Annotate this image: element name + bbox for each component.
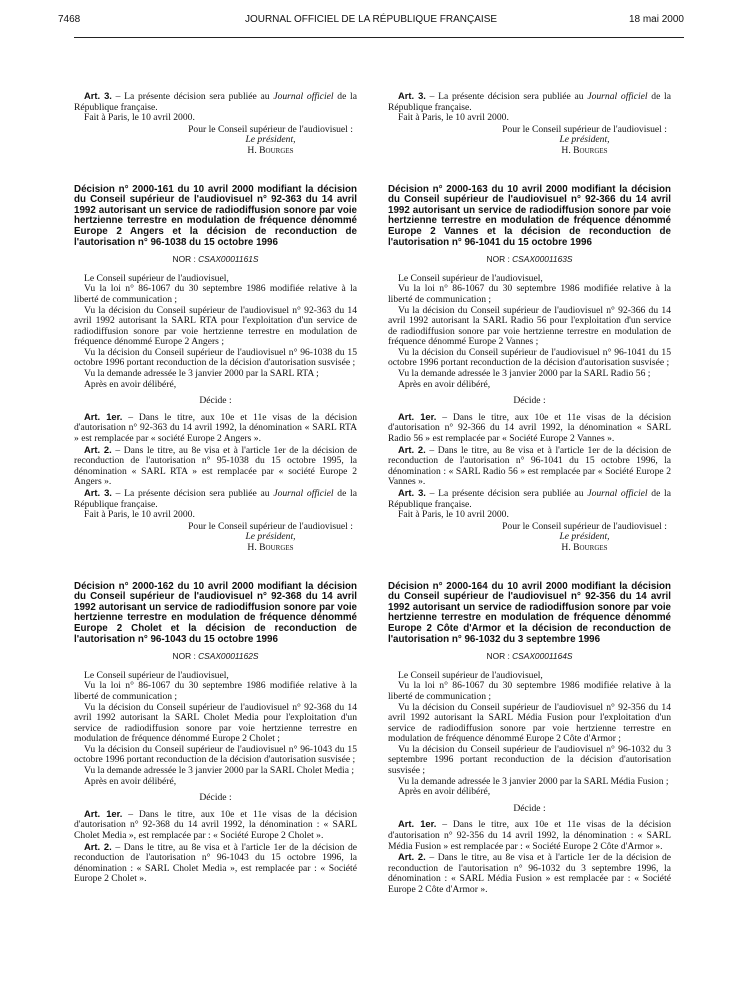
article: Art. 1er. – Dans le titre, aux 10e et 11e visas de la décision d'autorisation n° 92-366 du 14 avril 1992, la dénomination « SARL Radio 56 » est remplacée par « Société Europe 2 Vannes ».	[388, 410, 671, 445]
nor-reference: NOR : CSAX0001162S	[172, 651, 259, 662]
fait-line: Fait à Paris, le 10 avril 2000.	[398, 509, 509, 521]
article: Art. 1er. – Dans le titre, aux 10e et 11e visas de la décision d'autorisation n° 92-356 du 14 avril 1992, la dénomination : « SARL Média Fusion » est remplacée par : « Société Europe 2 Côte d'Armor ».	[388, 818, 671, 852]
paragraph: Vu la décision du Conseil supérieur de l'audiovisuel n° 92-366 du 14 avril 1992 autorisant la SARL Radio 56 pour l'exploitation d'un service de radiodiffusion sonore par voie hertzienne terrestre en modulation de fréquence dénommé Europe 2 Vannes ;	[388, 304, 671, 348]
header-rule	[74, 37, 684, 38]
paragraph: Vu la loi n° 86-1067 du 30 septembre 1986 modifiée relative à la liberté de communication ;	[74, 283, 357, 305]
nor-reference: NOR : CSAX0001163S	[486, 254, 573, 265]
signature-block: Pour le Conseil supérieur de l'audiovisuel : Le président, H. Bourges	[188, 520, 353, 553]
fait-line: Fait à Paris, le 10 avril 2000.	[84, 509, 195, 521]
decision-title: Décision n° 2000-164 du 10 avril 2000 modifiant la décision du Conseil supérieur de l'audiovisuel n° 92-356 du 14 avril 1992 autorisant un service de radiodiffusion sonore par voie hertzienne terrestre en modulation de fréquence dénommé Europe 2 Côte d'Armor et la décision de reconduction de l'autorisation n° 96-1032 du 3 septembre 1996	[388, 580, 671, 645]
nor-reference: NOR : CSAX0001161S	[172, 254, 259, 265]
decide-heading: Décide :	[199, 792, 232, 804]
decision-163	[388, 185, 671, 554]
paragraph: Après en avoir délibéré,	[84, 775, 177, 787]
left-column	[74, 91, 357, 885]
paragraph: Vu la décision du Conseil supérieur de l'audiovisuel n° 96-1041 du 15 octobre 1996 portant reconduction de la décision d'autorisation susvisée ;	[388, 346, 671, 369]
article: Art. 2. – Dans le titre, au 8e visa et à l'article 1er de la décision de reconduction de l'autorisation n° 96-1041 du 15 octobre 1996, la dénomination : « SARL Radio 56 » est remplacée par « Société Europe 2 Vannes ».	[388, 443, 671, 488]
article: Art. 3. – La présente décision sera publiée au Journal officiel de la République française.	[388, 487, 671, 510]
decision-161	[74, 185, 357, 554]
paragraph: Après en avoir délibéré,	[84, 378, 177, 390]
decide-heading: Décide :	[513, 802, 546, 814]
paragraph: Vu la décision du Conseil supérieur de l'audiovisuel n° 96-1038 du 15 octobre 1996 portant reconduction de la décision d'autorisation susvisée ;	[74, 346, 357, 369]
article: Art. 1er. – Dans le titre, aux 10e et 11e visas de la décision d'autorisation n° 92-363 du 14 avril 1992, la dénomination « SARL RTA » est remplacée par « société Europe 2 Angers ».	[74, 410, 357, 445]
decision-164	[388, 582, 671, 896]
article: Art. 2. – Dans le titre, au 8e visa et à l'article 1er de la décision de reconduction de l'autorisation n° 96-1032 du 3 septembre 1996, la dénomination : « SARL Média Fusion » est remplacée par : « Société Europe 2 Côte d'Armor ».	[388, 851, 671, 895]
article: Art. 2. – Dans le titre, au 8e visa et à l'article 1er de la décision de reconduction de l'autorisation n° 95-1038 du 15 octobre 1995, la dénomination « SARL RTA » est remplacée par « société Europe 2 Angers ».	[74, 443, 357, 488]
paragraph: Après en avoir délibéré,	[398, 786, 491, 798]
paragraph: Le Conseil supérieur de l'audiovisuel,	[84, 272, 229, 284]
decision-title: Décision n° 2000-162 du 10 avril 2000 modifiant la décision du Conseil supérieur de l'audiovisuel n° 92-368 du 14 avril 1992 autorisant un service de radiodiffusion sonore par voie hertzienne terrestre en modulation de fréquence dénommé Europe 2 Cholet et la décision de reconduction de l'autorisation n° 96-1043 du 15 octobre 1996	[74, 580, 357, 645]
nor-reference: NOR : CSAX0001164S	[486, 651, 573, 662]
signature-block: Pour le Conseil supérieur de l'audiovisuel : Le président, H. Bourges	[188, 123, 353, 156]
issue-date: 18 mai 2000	[628, 14, 684, 25]
paragraph: Vu la demande adressée le 3 janvier 2000 par la SARL RTA ;	[84, 368, 319, 380]
paragraph: Après en avoir délibéré,	[398, 378, 491, 390]
fait-line: Fait à Paris, le 10 avril 2000.	[398, 112, 509, 124]
page-header	[58, 14, 684, 30]
decision-162	[74, 582, 357, 885]
journal-title: JOURNAL OFFICIEL DE LA RÉPUBLIQUE FRANÇAISE	[244, 14, 498, 25]
paragraph: Vu la décision du Conseil supérieur de l'audiovisuel n° 92-363 du 14 avril 1992 autorisant la SARL RTA pour l'exploitation d'un service de radiodiffusion sonore par voie hertzienne terrestre en modulation de fréquence dénommé Europe 2 Angers ;	[74, 304, 357, 348]
paragraph: Le Conseil supérieur de l'audiovisuel,	[84, 669, 229, 681]
paragraph: Vu la demande adressée le 3 janvier 2000 par la SARL Cholet Media ;	[84, 765, 355, 777]
paragraph: Vu la loi n° 86-1067 du 30 septembre 1986 modifiée relative à la liberté de communication ;	[388, 680, 671, 702]
paragraph: Vu la décision du Conseil supérieur de l'audiovisuel n° 92-356 du 14 avril 1992 autorisant la SARL Média Fusion pour l'exploitation d'un service de radiodiffusion sonore par voie hertzienne terrestre en modulation de fréquence dénommé Europe 2 Côte d'Armor ;	[388, 701, 671, 745]
paragraph: Vu la décision du Conseil supérieur de l'audiovisuel n° 96-1043 du 15 octobre 1996 portant reconduction de la décision d'autorisation susvisée ;	[74, 743, 357, 766]
paragraph: Le Conseil supérieur de l'audiovisuel,	[398, 272, 543, 284]
paragraph: Vu la décision du Conseil supérieur de l'audiovisuel n° 96-1032 du 3 septembre 1996 portant reconduction de la décision d'autorisation susvisée ;	[388, 743, 671, 777]
decide-heading: Décide :	[199, 395, 232, 407]
right-intro	[388, 91, 671, 157]
article: Art. 3. – La présente décision sera publiée au Journal officiel de la République française.	[388, 90, 671, 113]
article: Art. 2. – Dans le titre, au 8e visa et à l'article 1er de la décision de reconduction de l'autorisation n° 96-1043 du 15 octobre 1996, la dénomination : « SARL Cholet Media », est remplacée par : « Société Europe 2 Cholet ».	[74, 840, 357, 885]
signature-block: Pour le Conseil supérieur de l'audiovisuel : Le président, H. Bourges	[502, 520, 667, 553]
decision-title: Décision n° 2000-163 du 10 avril 2000 modifiant la décision du Conseil supérieur de l'audiovisuel n° 92-366 du 14 avril 1992 autorisant un service de radiodiffusion sonore par voie hertzienne terrestre en modulation de fréquence dénommé Europe 2 Vannes et la décision de reconduction de l'autorisation n° 96-1041 du 15 octobre 1996	[388, 183, 671, 248]
article: Art. 3. – La présente décision sera publiée au Journal officiel de la République française.	[74, 487, 357, 510]
fait-line: Fait à Paris, le 10 avril 2000.	[84, 112, 195, 124]
paragraph: Vu la loi n° 86-1067 du 30 septembre 1986 modifiée relative à la liberté de communication ;	[388, 283, 671, 305]
article: Art. 3. – La présente décision sera publiée au Journal officiel de la République française.	[74, 90, 357, 113]
decision-title: Décision n° 2000-161 du 10 avril 2000 modifiant la décision du Conseil supérieur de l'audiovisuel n° 92-363 du 14 avril 1992 autorisant un service de radiodiffusion sonore par voie hertzienne terrestre en modulation de fréquence dénommé Europe 2 Angers et la décision de reconduction de l'autorisation n° 96-1038 du 15 octobre 1996	[74, 183, 357, 248]
signature-block: Pour le Conseil supérieur de l'audiovisuel : Le président, H. Bourges	[502, 123, 667, 156]
paragraph: Vu la décision du Conseil supérieur de l'audiovisuel n° 92-368 du 14 avril 1992 autorisant la SARL Cholet Media pour l'exploitation d'un service de radiodiffusion sonore par voie hertzienne terrestre en modulation de fréquence dénommé Europe 2 Cholet ;	[74, 701, 357, 745]
paragraph: Vu la demande adressée le 3 janvier 2000 par la SARL Radio 56 ;	[398, 368, 651, 380]
left-intro	[74, 91, 357, 157]
decide-heading: Décide :	[513, 395, 546, 407]
paragraph: Vu la demande adressée le 3 janvier 2000 par la SARL Média Fusion ;	[398, 775, 669, 787]
paragraph: Le Conseil supérieur de l'audiovisuel,	[398, 669, 543, 681]
article: Art. 1er. – Dans le titre, aux 10e et 11e visas de la décision d'autorisation n° 92-368 du 14 avril 1992, la dénomination : « SARL Cholet Media », est remplacée par : « Société Europe 2 Cholet ».	[74, 807, 357, 842]
right-column	[388, 91, 671, 896]
page-number: 7468	[58, 14, 81, 25]
paragraph: Vu la loi n° 86-1067 du 30 septembre 1986 modifiée relative à la liberté de communication ;	[74, 680, 357, 702]
